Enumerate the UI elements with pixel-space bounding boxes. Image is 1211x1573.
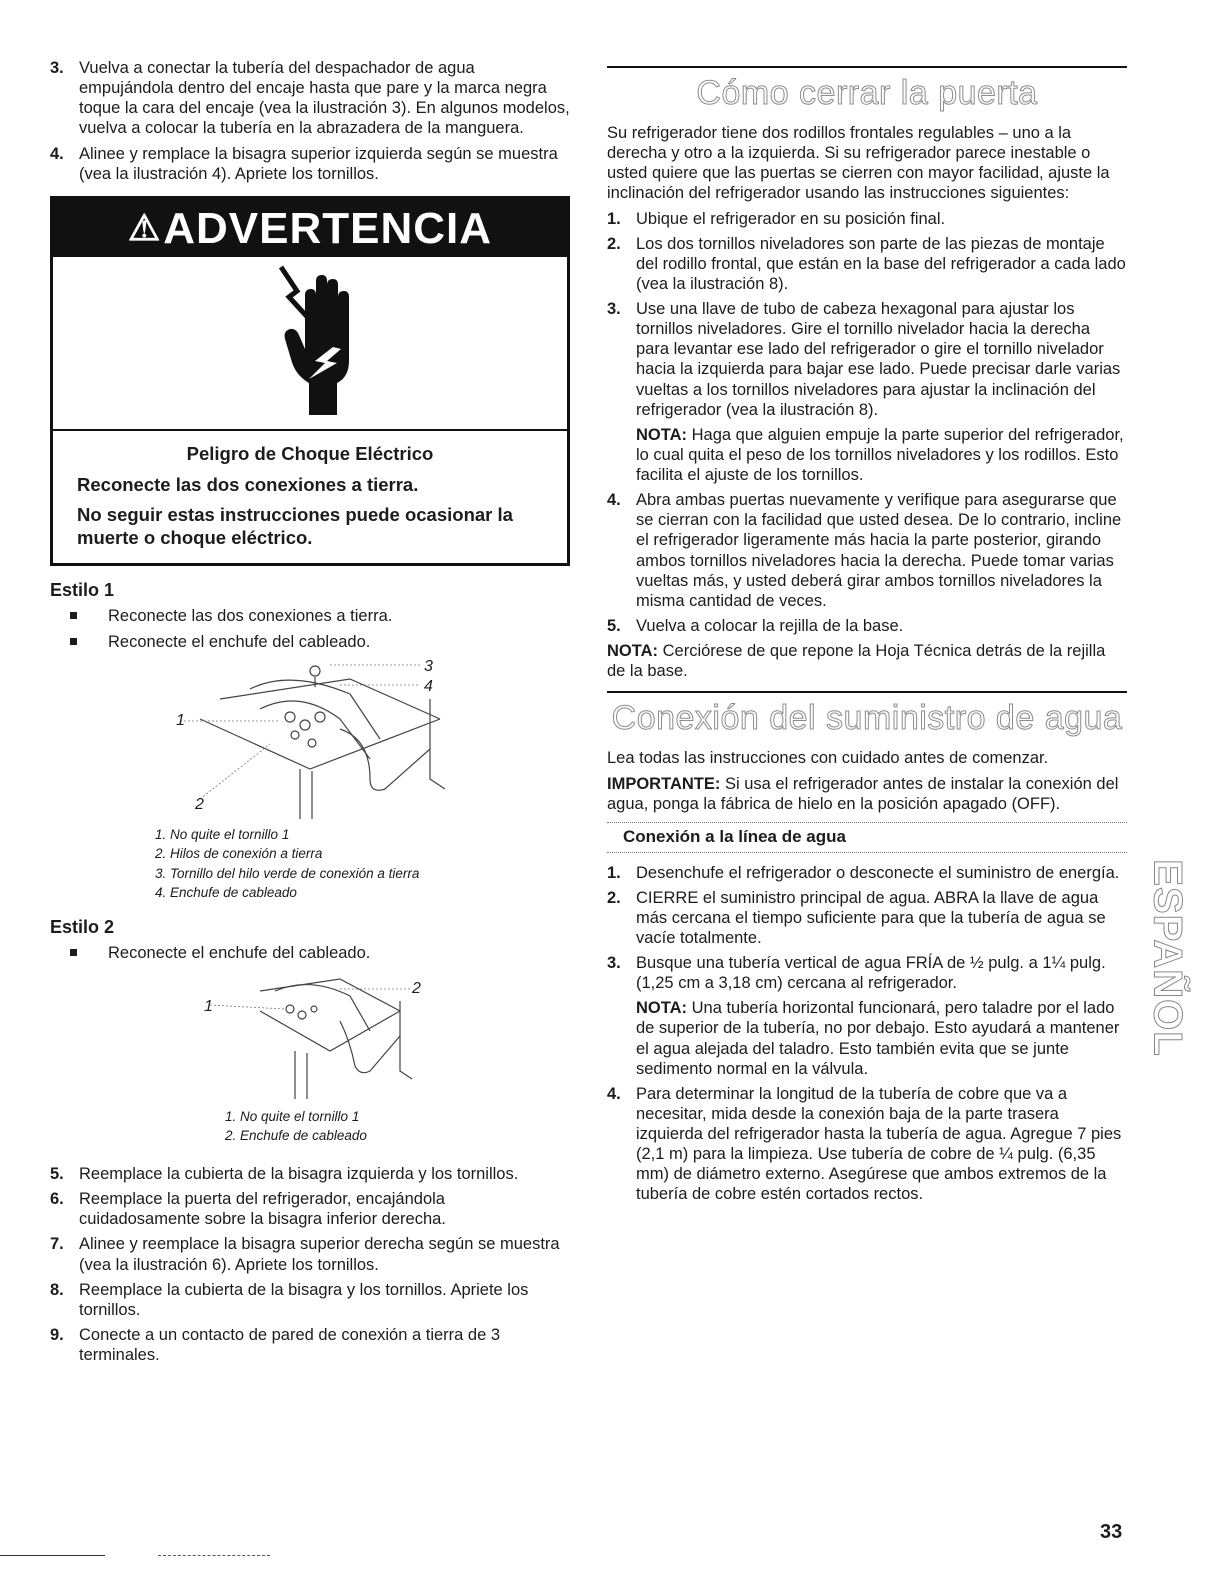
note: NOTA: Una tubería horizontal funcionará, pero taladre por el lado de superior de la tubería, no por debajo. Esto ayudará a mantener el agua alejada del taladro. Esto también evita que se junte sedimento normal en la válvula. [636,999,1120,1078]
warning-triangle-icon: ⚠ [127,206,162,248]
list-item: 2. Los dos tornillos niveladores son parte de las piezas de montaje del rodillo frontal, que están en la base del refrigerador a cada lado (vea la ilustración 8). [607,234,1126,293]
section-divider [607,66,1127,68]
list-item: 1. Desenchufe el refrigerador o desconecte el suministro de energía. [607,863,1120,882]
list-item: 5. Reemplace la cubierta de la bisagra izquierda y los tornillos. [50,1165,519,1184]
paragraph: Su refrigerador tiene dos rodillos frontales regulables – uno a la derecha y otro a la izquierda. Si su refrigerador parece inestable o usted quiere que las puertas se cierren con mayor facilidad, ajuste la inclinación del refrigerador usando las instrucciones siguientes: [607,124,1110,203]
warning-header: ⚠ADVERTENCIA [53,199,567,257]
list-item: 4. Abra ambas puertas nuevamente y verifique para asegurarse que se cierran con la facilidad que usted desea. De lo contrario, incline el refrigerador ligeramente más hacia la parte posterior, girando ambos tornillos niveladores hacia la derecha. Puede tomar varias vueltas más, y usted deberá girar ambos tornillos niveladores la misma cantidad de veces. [607,491,1122,610]
wiring-diagram-1 [50,659,570,819]
list-item: Reconecte el enchufe del cableado. [50,943,570,963]
list-item: 8. Reemplace la cubierta de la bisagra y los tornillos. Apriete los tornillos. [50,1280,529,1319]
right-column [607,58,1127,1210]
list-item: 6. Reemplace la puerta del refrigerador, encajándola cuidadosamente sobre la bisagra inferior derecha. [50,1190,446,1229]
estilo2-illustration [50,971,570,1101]
callout-label: 2 [412,979,421,997]
list-item: 2. CIERRE el suministro principal de agua. ABRA la llave de agua más cercana el tiempo suficiente para que la tubería de agua se vacíe totalmente. [607,888,1106,947]
door-steps-list [607,209,1127,637]
callout-label: 2 [195,795,204,813]
list-item: 4. Alinee y remplace la bisagra superior izquierda según se muestra (vea la ilustración 4). Apriete los tornillos. [50,144,558,183]
list-item: 7. Alinee y reemplace la bisagra superior derecha según se muestra (vea la ilustración 6). Apriete los tornillos. [50,1235,560,1274]
list-item: Reconecte las dos conexiones a tierra. [50,606,570,626]
callout-label: 1 [176,711,185,729]
wiring-diagram-2 [50,971,570,1101]
list-item: 3. Busque una tubería vertical de agua FRÍA de ½ pulg. a 1¼ pulg. (1,25 cm a 3,18 cm) cercana al refrigerador. NOTA: Una tubería horizontal funcionará, pero taladre por el lado de superior de la tubería, no por debajo. Esto ayudará a mantener el agua alejada del taladro. Esto también evita que se junte sedimento normal en la válvula. [607,953,1127,1079]
important-note: IMPORTANTE: Si usa el refrigerador antes de instalar la conexión del agua, ponga la fábrica de hielo en la posición apagado (OFF). [607,774,1119,813]
estilo2-caption: 1. No quite el tornillo 1 2. Enchufe de cableado [225,1108,367,1144]
list-item: 3. Use una llave de tubo de cabeza hexagonal para ajustar los tornillos niveladores. Gire el tornillo nivelador hacia la derecha para levantar ese lado del refrigerador o gire el tornillo nivelador hacia la izquierda para bajar ese lado. Puede precisar darle varias vueltas a los tornillos niveladores para ajustar la inclinación del refrigerador (vea la ilustración 8). NOTA: Haga que alguien empuje la parte superior del refrigerador, lo cual quita el peso de los tornillos niveladores y los rodillos. Esto facilita el ajuste de los tornillos. [607,299,1127,485]
section-title-water: Conexión del suministro de agua [611,699,1123,738]
subheading-water-line: Conexión a la línea de agua [607,823,1127,853]
callout-label: 4 [424,677,433,695]
warning-icon-area [53,257,567,431]
estilo1-bullets [50,606,570,652]
footer-rule [0,1555,105,1556]
list-item: 5. Vuelva a colocar la rejilla de la base. [607,616,904,635]
footer-rule [158,1555,270,1556]
note: NOTA: Haga que alguien empuje la parte superior del refrigerador, lo cual quita el peso de los tornillos niveladores y los rodillos. Esto facilita el ajuste de los tornillos. [636,425,1124,485]
warning-text: Peligro de Choque Eléctrico Reconecte las dos conexiones a tierra. No seguir estas instrucciones puede ocasionar la muerte o choque eléctrico. [77,443,513,548]
estilo2-heading: Estilo 2 [50,916,115,937]
callout-label: 1 [204,997,213,1015]
warning-box [50,196,570,567]
estilo1-heading: Estilo 1 [50,580,115,601]
list-item: 4. Para determinar la longitud de la tubería de cobre que va a necesitar, mida desde la conexión baja de la parte trasera izquierda del refrigerador hasta la tubería de agua. Agregue 7 pies (2,1 m) para la limpieza. Use tubería de cobre de ¼ pulg. (6,35 mm) de diámetro externo. Asegúrese que ambos extremos de la tubería de cobre estén cortados rectos. [607,1084,1122,1204]
list-item: Reconecte el enchufe del cableado. [50,632,570,652]
steps-list-b [50,1164,570,1365]
list-item: 1. Ubique el refrigerador en su posición final. [607,209,946,228]
language-side-tab: ESPAÑOL [1145,858,1190,1057]
section-divider [607,691,1127,693]
estilo1-illustration [50,659,570,819]
section-title-door: Cómo cerrar la puerta [696,74,1038,112]
water-steps-list [607,863,1127,1205]
list-item: 3. Vuelva a conectar la tubería del despachador de agua empujándola dentro del encaje hasta que pare y la marca negra toque la cara del encaje (vea la ilustración 3). En algunos modelos, vuelva a colocar la tubería en la abrazadera de la manguera. [50,59,570,138]
estilo2-bullets [50,943,570,963]
callout-label: 3 [424,658,433,675]
steps-list-a [50,58,570,184]
paragraph: Lea todas las instrucciones con cuidado antes de comenzar. [607,749,1049,768]
left-column [50,58,570,1370]
estilo1-caption: 1. No quite el tornillo 1 2. Hilos de conexión a tierra 3. Tornillo del hilo verde de conexión a tierra 4. Enchufe de cableado [155,826,420,901]
electric-shock-hand-icon [275,265,355,421]
list-item: 9. Conecte a un contacto de pared de conexión a tierra de 3 terminales. [50,1325,501,1365]
note: NOTA: Cerciórese de que repone la Hoja Técnica detrás de la rejilla de la base. [607,642,1106,681]
page-number: 33 [1100,1521,1123,1543]
